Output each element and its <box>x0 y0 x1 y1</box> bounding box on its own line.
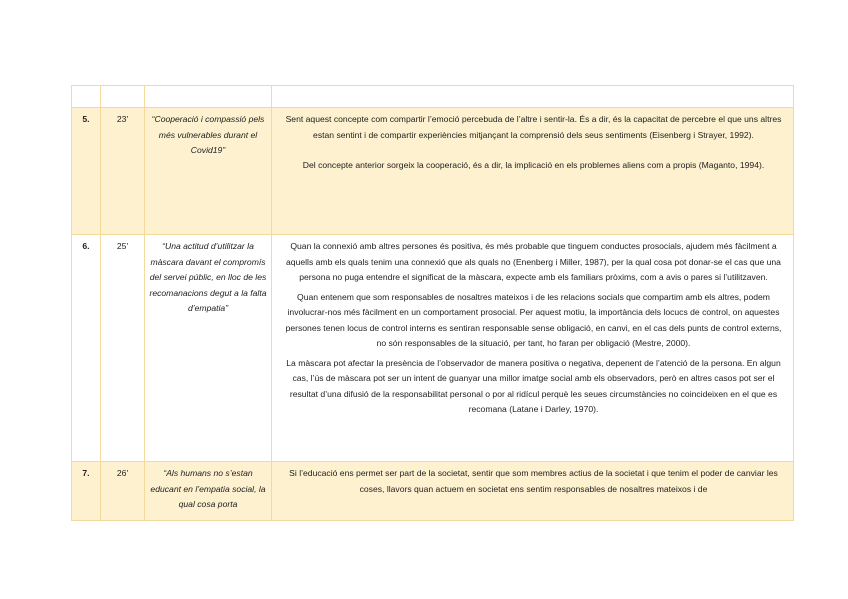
row-quote: “Una actitud d’utilitzar la màscara davant el compromís del servei públic, en lloc de les recomanacions degut a la falta d’empatia” <box>145 235 272 462</box>
row-quote: “Cooperació i compassió pels més vulnerables durant el Covid19” <box>145 108 272 235</box>
table-header-row <box>72 86 794 108</box>
paragraph: Quan entenem que som responsables de nosaltres mateixos i de les relacions socials que compartim amb els altres, podem involucrar-nos més fàcilment en un comportament prosocial. Per aquest motiu, la importància dels locucs de control, on aquestes persones tenen locus de control interns es sentiran responsable sense obligació, en canvi, en el cas dels punts de control externs, no són responsables de la situació, per tant, ho faran per obligació (Mestre, 2000). <box>285 291 782 348</box>
analysis-table <box>71 85 794 521</box>
row-number: 6. <box>72 235 101 462</box>
row-minute: 23' <box>101 108 145 235</box>
row-number: 7. <box>72 462 101 521</box>
paragraph: Quan la connexió amb altres persones és positiva, és més probable que tinguem conductes prosocials, ajudem més fàcilment a aquells amb els quals tenim una connexió que als quals no (Enenberg i Miller, 1987), per la qual cosa pot donar-se el cas que una persona no puga entendre el significat de la màscara, expecte amb els familiars pròxims, com a avis o pares si l’utilitzaven. <box>286 241 781 282</box>
row-quote: “Als humans no s’estan educant en l’empatia social, la qual cosa porta <box>145 462 272 521</box>
row-explanation <box>272 235 794 462</box>
paragraph: Del concepte anterior sorgeix la cooperació, és a dir, la implicació en els problemes aliens com a propis (Maganto, 1994). <box>302 160 765 170</box>
paragraph: Sent aquest concepte com compartir l’emoció percebuda de l’altre i sentir-la. És a dir, és la capacitat de percebre el que uns altres estan sentint i de compartir experiències mitjançant la comprensió dels seus sentiments (Eisenberg i Strayer, 1992). <box>285 114 782 140</box>
row-number: 5. <box>72 108 101 235</box>
paragraph: Si l’educació ens permet ser part de la societat, sentir que som membres actius de la societat i que tenim el poder de canviar les coses, llavors quan actuem en societat ens sentim responsables de nosaltres mateixos i de <box>289 468 778 494</box>
header-cell <box>101 86 145 108</box>
row-minute: 25' <box>101 235 145 462</box>
row-explanation <box>272 108 794 235</box>
header-cell <box>72 86 101 108</box>
row-minute: 26' <box>101 462 145 521</box>
table-row <box>72 462 794 521</box>
table-row <box>72 108 794 235</box>
header-cell <box>272 86 794 108</box>
header-cell <box>145 86 272 108</box>
paragraph: La màscara pot afectar la presència de l’observador de manera positiva o negativa, depenent de l’atenció de la persona. En algun cas, l’ús de màscara pot ser un intent de guanyar una millor imatge social amb els observadors, però en altres casos pot ser el resultat d’una difusió de la responsabilitat personal o por al ridícul perquè les seues circumstàncies no coincideixen en el que es recomana (Latane i Darley, 1970). <box>286 357 781 414</box>
row-explanation <box>272 462 794 521</box>
table-row <box>72 235 794 462</box>
